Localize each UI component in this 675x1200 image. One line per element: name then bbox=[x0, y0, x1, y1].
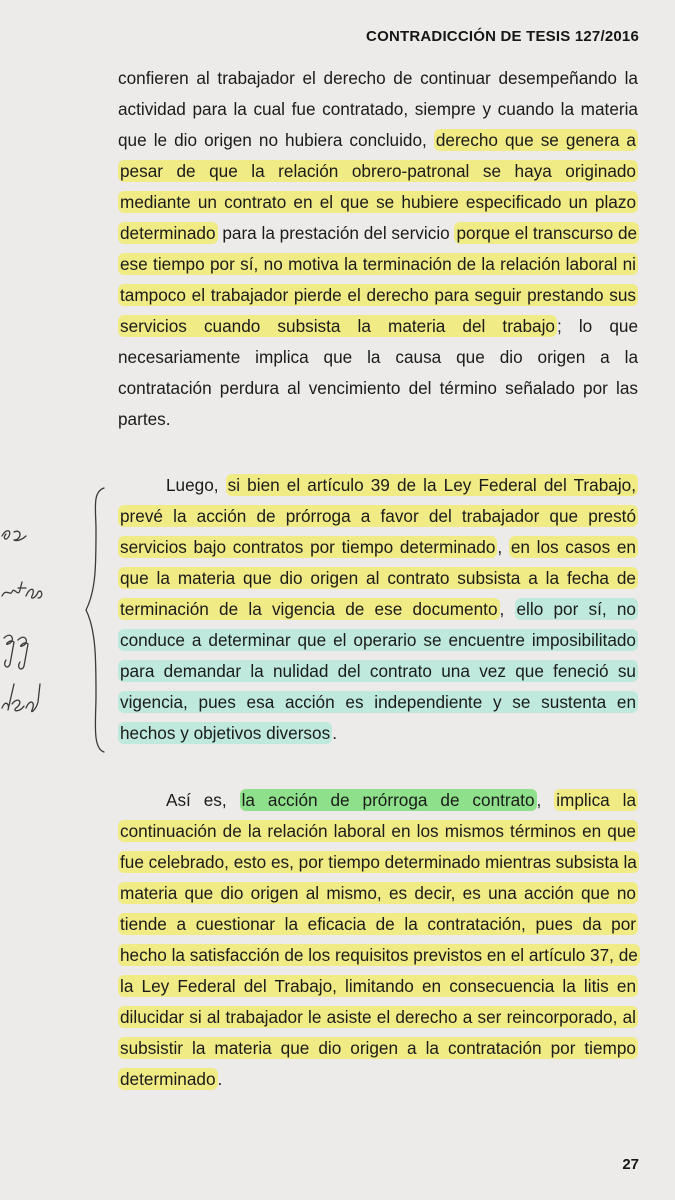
page-number: 27 bbox=[622, 1156, 639, 1173]
paragraph-2-text-b: , bbox=[497, 537, 509, 557]
document-header: CONTRADICCIÓN DE TESIS 127/2016 bbox=[366, 28, 639, 45]
blue-highlight: ello por sí, no conduce a determinar que el operario se encuentre imposibilitado para demandar la nulidad del contrato una vez que feneció su vigencia, pues esa acción es independiente y se sustenta en hechos y objetivos diversos bbox=[120, 599, 636, 743]
paragraph-3-text-b: , bbox=[536, 790, 555, 810]
paragraph-2-text-a: Luego, bbox=[166, 475, 226, 495]
handwriting-line-3 bbox=[4, 635, 28, 669]
paragraph-2-text-d: . bbox=[332, 723, 337, 743]
paragraph-1-text-a: confieren al trabajador el derecho de continuar desempeñando la actividad para la cual fue contratado, siempre y cuando la materia que le dio origen no hubiera concluido, bbox=[118, 68, 638, 150]
yellow-highlight: porque el transcurso de ese tiempo por sí, no motiva la terminación de la relación laboral ni tampoco el trabajador pierde el derecho para seguir prestando sus servicios cuando subsista la materia del trabajo bbox=[120, 223, 638, 336]
yellow-highlight: si bien el artículo 39 de la Ley Federal del Trabajo, prevé la acción de prórroga a favor del trabajador que prestó servicios bajo contratos por tiempo determinado bbox=[120, 475, 636, 557]
paragraph-3 bbox=[118, 785, 638, 1095]
yellow-highlight: implica la continuación de la relación laboral en los mismos términos en que fue celebrado, esto es, por tiempo determinado mientras subsista la materia que dio origen al mismo, es decir, es una acción que no tiende a cuestionar la eficacia de la contratación, pues da por hecho la satisfacción de los requisitos previstos en el artículo 37, de la Ley Federal del Trabajo, limitando en consecuencia la litis en dilucidar si al trabajador le asiste el derecho a ser reincorporado, al subsistir la materia que dio origen a la contratación por tiempo determinado bbox=[120, 790, 638, 1089]
handwritten-annotation-drawing bbox=[0, 470, 115, 760]
paragraph-1-text-c: ; lo que necesariamente implica que la causa que dio origen a la contratación perdura al vencimiento del término señalado por las partes. bbox=[118, 316, 639, 429]
curly-brace bbox=[86, 488, 104, 752]
paragraph-1 bbox=[118, 63, 638, 435]
yellow-highlight: derecho que se genera a pesar de que la relación obrero-patronal se haya originado mediante un contrato en el que se hubiere especificado un plazo determinado bbox=[120, 130, 636, 243]
handwriting-line-1 bbox=[2, 531, 26, 541]
paragraph-2 bbox=[118, 470, 638, 749]
handwriting-line-4 bbox=[2, 684, 40, 712]
yellow-highlight: en los casos en que la materia que dio origen al contrato subsista a la fecha de terminación de la vigencia de ese documento bbox=[120, 537, 636, 619]
paragraph-1-text-b: para la prestación del servicio bbox=[217, 223, 455, 243]
paragraph-3-text-a: Así es, bbox=[166, 790, 240, 810]
green-highlight: la acción de prórroga de contrato bbox=[241, 790, 535, 810]
paragraph-2-text-c: , bbox=[499, 599, 515, 619]
handwriting-line-2 bbox=[2, 582, 42, 598]
paragraph-3-text-c: . bbox=[217, 1069, 223, 1089]
handwritten-margin-notes bbox=[0, 470, 115, 760]
